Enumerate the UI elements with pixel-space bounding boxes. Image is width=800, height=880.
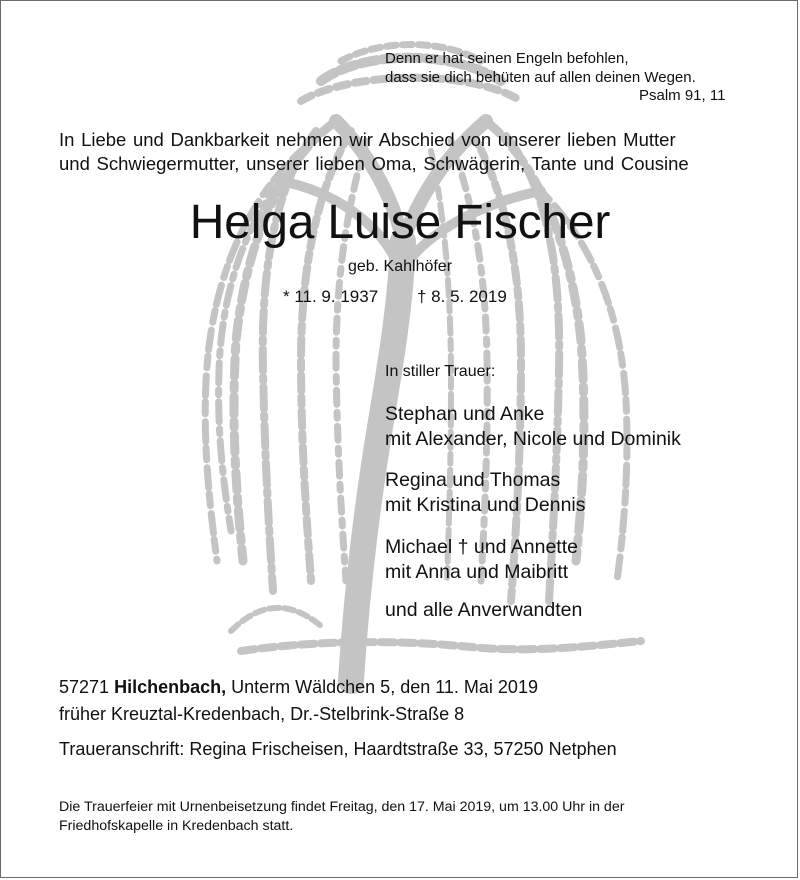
mourner-group [385,468,586,518]
verse-line: Denn er hat seinen Engeln befohlen, [385,50,629,67]
notice-line: Die Trauerfeier mit Urnenbeisetzung findet Freitag, den 17. Mai 2019, um 13.00 Uhr in der [59,799,625,815]
place-date-line [59,677,538,698]
funeral-notice [59,798,749,836]
mourner-line: mit Anna und Maibritt [385,561,569,583]
street-date: Unterm Wäldchen 5, den 11. Mai 2019 [231,677,538,697]
postal-code: 57271 [59,677,110,697]
city: Hilchenbach, [114,677,227,697]
intro-line: In Liebe und Dankbarkeit nehmen wir Abschied von unserer lieben Mutter [59,129,676,150]
mourner-line: mit Alexander, Nicole und Dominik [385,428,681,450]
intro-line: und Schwiegermutter, unserer lieben Oma, Schwägerin, Tante und Cousine [59,153,689,174]
birth-date: * 11. 9. 1937 [283,287,379,306]
mourner-group [385,402,681,452]
verse-line: dass sie dich behüten auf allen deinen Wegen. [385,69,696,86]
mourner-line: Regina und Thomas [385,469,561,491]
mourner-line: Michael † und Annette [385,536,578,558]
notice-line: Friedhofskapelle in Kredenbach statt. [59,818,294,834]
mourning-address: Traueranschrift: Regina Frischeisen, Haardtstraße 33, 57250 Netphen [59,739,617,759]
mourner-group [385,535,578,585]
obituary-content [1,1,797,877]
deceased-name: Helga Luise Fischer [189,196,611,249]
verse-reference: Psalm 91, 11 [639,87,726,104]
mourners-closing: und alle Anverwandten [385,599,583,621]
death-date: † 8. 5. 2019 [417,287,507,306]
mourner-line: mit Kristina und Dennis [385,494,586,516]
mourning-label: In stiller Trauer: [385,363,496,380]
former-address: früher Kreuztal-Kredenbach, Dr.-Stelbrink-Straße 8 [59,704,465,724]
mourner-line: Stephan und Anke [385,403,545,425]
maiden-name: geb. Kahlhöfer [347,258,453,275]
bible-verse [385,49,696,87]
intro-text [59,128,689,176]
